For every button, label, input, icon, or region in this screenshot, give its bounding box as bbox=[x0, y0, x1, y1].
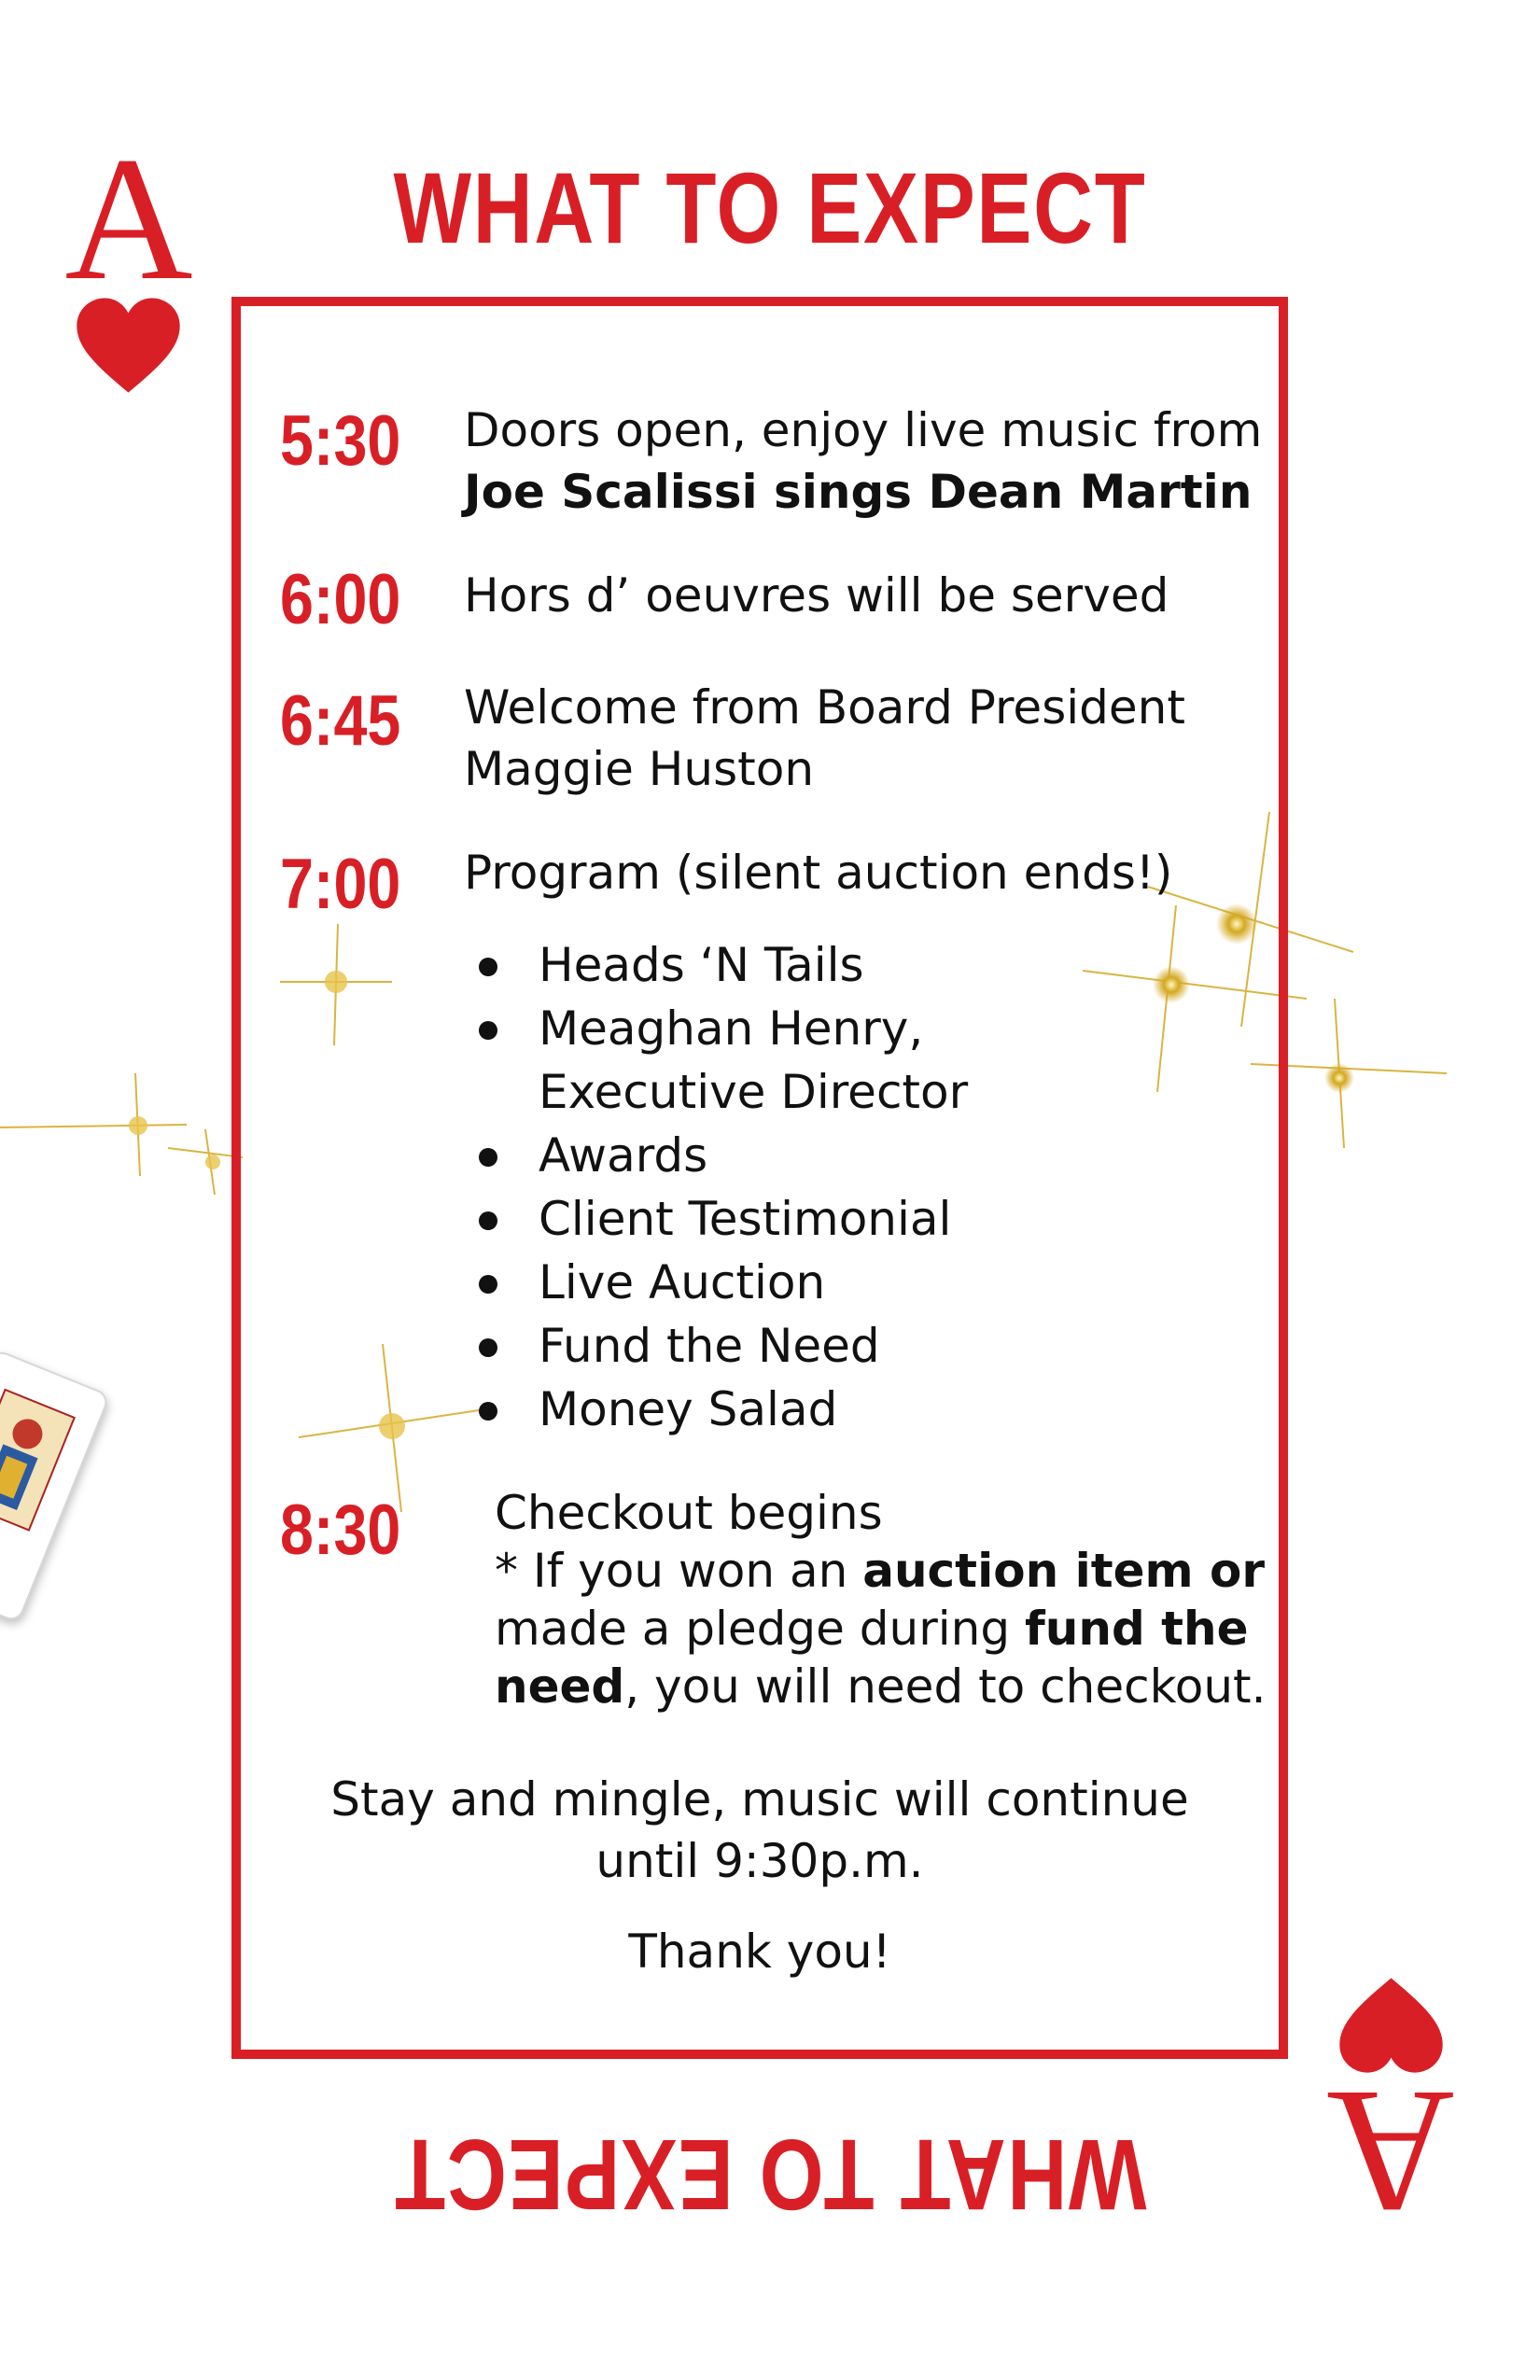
list-item: Fund the Need bbox=[471, 1314, 968, 1378]
schedule-description bbox=[464, 399, 1262, 523]
schedule-description bbox=[464, 565, 1169, 626]
schedule-description bbox=[495, 1484, 1267, 1715]
list-item: Awards bbox=[471, 1124, 968, 1187]
ace-letter: A bbox=[64, 121, 193, 317]
list-item: Heads ‘N Tails bbox=[471, 933, 968, 997]
closing-line: Stay and mingle, music will continue bbox=[330, 1772, 1189, 1827]
checkout-note-line bbox=[495, 1600, 1267, 1658]
list-item: Client Testimonial bbox=[471, 1187, 968, 1251]
schedule-description bbox=[464, 842, 1172, 903]
playing-card bbox=[0, 1349, 111, 1624]
schedule-line: Checkout begins bbox=[495, 1486, 883, 1540]
list-item-continuation: Executive Director bbox=[539, 1065, 969, 1119]
heart-icon bbox=[75, 294, 182, 397]
schedule-time: 6:00 bbox=[280, 560, 401, 639]
schedule-line-bold: Joe Scalissi sings Dean Martin bbox=[464, 465, 1253, 519]
page-title: WHAT TO EXPECT bbox=[393, 151, 1147, 264]
note-bold: auction item or bbox=[862, 1544, 1266, 1598]
note-text: , you will need to checkout. bbox=[624, 1659, 1267, 1714]
schedule-line: Hors d’ oeuvres will be served bbox=[464, 568, 1169, 623]
checkout-note-line bbox=[495, 1658, 1267, 1715]
schedule-time: 5:30 bbox=[280, 401, 401, 481]
note-bold: fund the bbox=[1025, 1602, 1249, 1656]
note-text: made a pledge during bbox=[495, 1602, 1025, 1656]
schedule-line: Maggie Huston bbox=[464, 742, 815, 796]
schedule-time: 8:30 bbox=[280, 1491, 401, 1570]
checkout-note-line bbox=[495, 1542, 1267, 1600]
closing-line: until 9:30p.m. bbox=[595, 1834, 924, 1888]
schedule-time: 7:00 bbox=[280, 845, 401, 924]
list-item: Money Salad bbox=[471, 1378, 968, 1441]
card-face-icon bbox=[0, 1383, 80, 1536]
sparkle-icon bbox=[0, 1055, 243, 1195]
schedule-line: Program (silent auction ends!) bbox=[464, 846, 1173, 900]
schedule-line: Welcome from Board President bbox=[464, 680, 1185, 735]
thank-you-text: Thank you! bbox=[628, 1925, 891, 1979]
closing-text bbox=[241, 1769, 1279, 1892]
schedule-line: Doors open, enjoy live music from bbox=[464, 403, 1263, 457]
list-item: Meaghan Henry, bbox=[471, 997, 968, 1060]
list-item: Live Auction bbox=[471, 1251, 968, 1314]
page-title-inverted: WHAT TO EXPECT bbox=[393, 2119, 1147, 2232]
schedule-time: 6:45 bbox=[280, 681, 401, 761]
heart-icon bbox=[1337, 1974, 1445, 2077]
note-bold: need bbox=[495, 1659, 625, 1714]
schedule-description bbox=[464, 677, 1185, 800]
ace-letter: A bbox=[1326, 2053, 1455, 2249]
note-text: * If you won an bbox=[495, 1544, 863, 1598]
program-list bbox=[471, 933, 968, 1441]
